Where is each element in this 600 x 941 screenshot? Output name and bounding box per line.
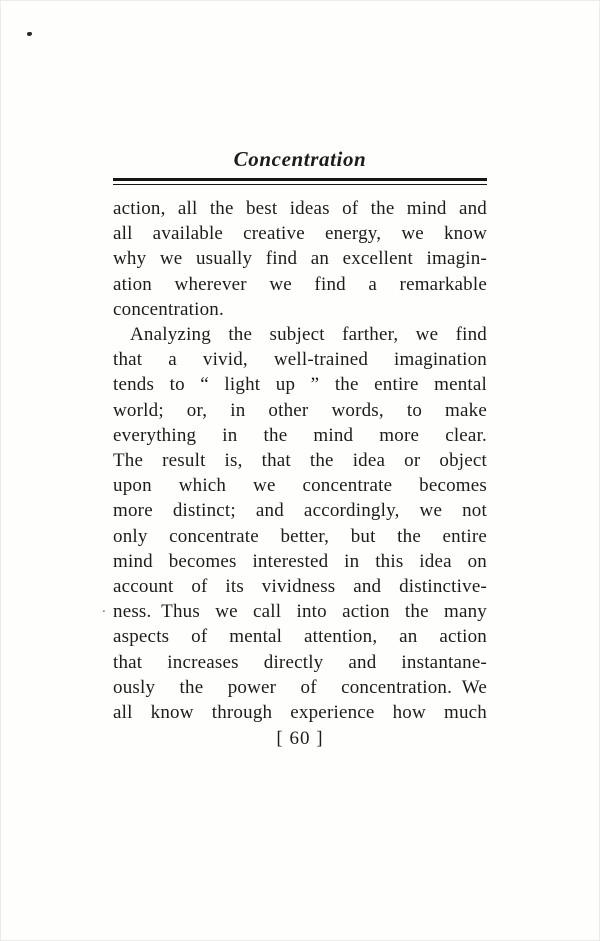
text-line: tends to “ light up ” the entire mental <box>113 374 487 396</box>
text-line: only concentrate better, but the entire <box>113 525 487 547</box>
text-line: concentration. <box>113 298 224 320</box>
text-column <box>113 1 487 750</box>
text-line: that a vivid, well-trained imagination <box>113 349 487 371</box>
text-line: all know through experience how much <box>113 702 487 724</box>
text-line: upon which we concentrate becomes <box>113 475 487 497</box>
scan-artifact-spot <box>27 32 32 36</box>
text-line: Analyzing the subject farther, we find <box>130 324 487 346</box>
text-line: all available creative energy, we know <box>113 223 487 245</box>
body-text <box>113 196 487 725</box>
text-line: world; or, in other words, to make <box>113 399 487 421</box>
text-line: The result is, that the idea or object <box>113 450 487 472</box>
text-line: more distinct; and accordingly, we not <box>113 500 487 522</box>
running-header: Concentration <box>233 147 367 171</box>
text-line: action, all the best ideas of the mind and <box>113 198 487 219</box>
text-line: why we usually find an excellent imagin- <box>113 248 487 270</box>
text-line: ously the power of concentration. We <box>113 676 487 698</box>
text-line: everything in the mind more clear. <box>113 424 487 446</box>
page-number: [ 60 ] <box>276 728 324 750</box>
text-line: ation wherever we find a remarkable <box>113 273 487 295</box>
text-line: . ness. Thus we call into action the many <box>113 599 487 624</box>
text-line: aspects of mental attention, an action <box>113 626 487 648</box>
text-line: that increases directly and instantane- <box>113 651 487 673</box>
text-line: account of its vividness and distinctive- <box>113 576 487 598</box>
header-double-rule <box>113 178 487 185</box>
text-line: mind becomes interested in this idea on <box>113 550 487 572</box>
